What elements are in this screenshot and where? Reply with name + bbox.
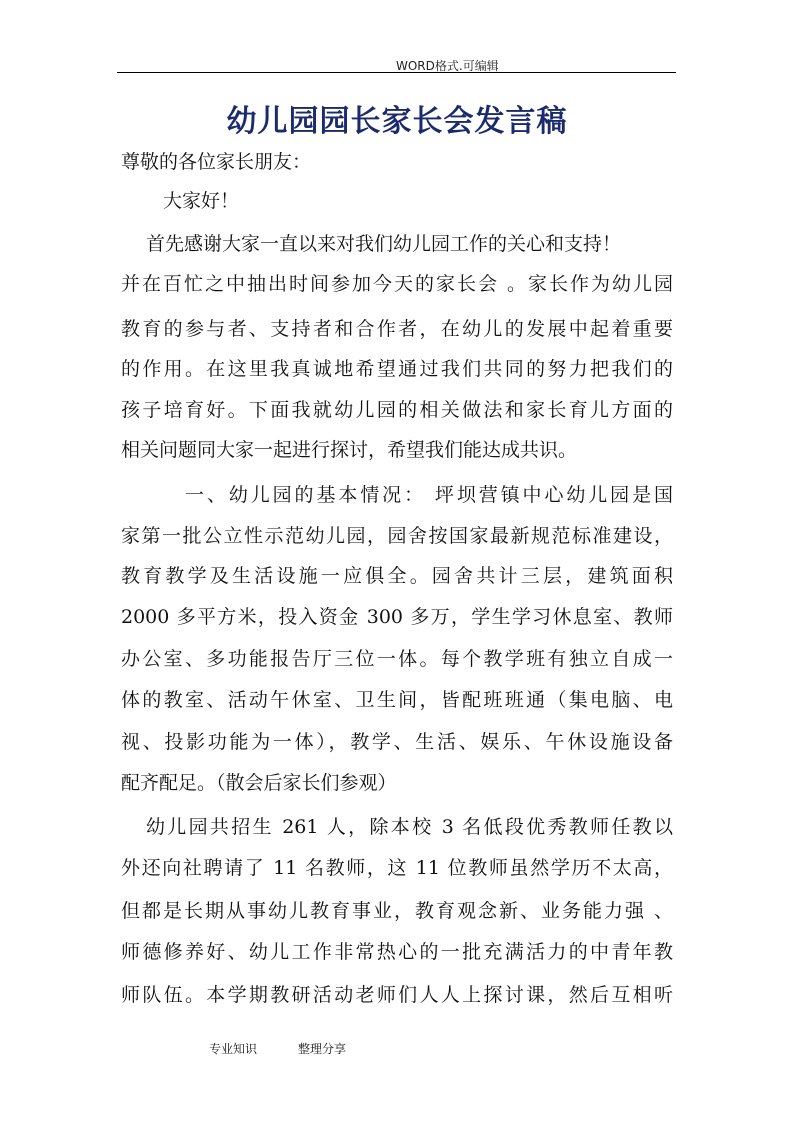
paragraph-line: 外还向社聘请了 11 名教师，这 11 位教师虽然学历不太高，	[121, 857, 673, 879]
greeting: 尊敬的各位家长朋友：	[121, 151, 312, 173]
paragraph-line: 相关问题同大家一起进行探讨，希望我们能达成共识。	[121, 439, 578, 461]
paragraph-line: 并在百忙之中抽出时间参加今天的家长会 。家长作为幼儿园	[121, 273, 673, 295]
footer-right-text: 整理分享	[298, 1042, 347, 1056]
document-title: 幼儿园园长家长会发言稿	[226, 104, 568, 139]
salutation: 大家好！	[163, 190, 240, 212]
paragraph-line: 配齐配足。（散会后家长们参观）	[121, 772, 397, 794]
paragraph-line: 视、投影功能为一体），教学、生活、娱乐、午休设施设备	[121, 731, 673, 753]
paragraph-line: 教育教学及生活设施一应俱全。园舍共计三层，建筑面积	[121, 565, 673, 587]
paragraph-line: 师队伍。本学期教研活动老师们人人上探讨课，然后互相听	[121, 984, 673, 1006]
paragraph-line: 但都是长期从事幼儿教育事业，教育观念新、业务能力强 、	[121, 900, 673, 922]
paragraph-line: 2000 多平方米，投入资金 300 多万，学生学习休息室、教师	[121, 606, 673, 628]
paragraph-line: 幼儿园共招生 261 人，除本校 3 名低段优秀教师任教以	[146, 816, 673, 838]
paragraph-line: 办公室、多功能报告厅三位一体。每个教学班有独立自成一	[121, 648, 673, 670]
paragraph-line: 孩子培育好。下面我就幼儿园的相关做法和家长育儿方面的	[121, 399, 673, 421]
paragraph-line: 教育的参与者、支持者和合作者，在幼儿的发展中起着重要	[121, 318, 673, 340]
header-rule	[117, 72, 676, 73]
paragraph-line: 首先感谢大家一直以来对我们幼儿园工作的关心和支持！	[146, 233, 622, 255]
paragraph-line: 的作用。在这里我真诚地希望通过我们共同的努力把我们的	[121, 358, 673, 380]
paragraph-line: 师德修养好、幼儿工作非常热心的一批充满活力的中青年教	[121, 941, 673, 963]
footer-left-text: 专业知识	[209, 1042, 258, 1056]
page-header-text: WORD格式.可编辑	[396, 59, 499, 73]
paragraph-line: 家第一批公立性示范幼儿园，园舍按国家最新规范标准建设，	[121, 525, 673, 547]
paragraph-line: 体的教室、活动午休室、卫生间，皆配班班通（集电脑、电	[121, 689, 673, 711]
section-heading-line: 一、幼儿园的基本情况： 坪坝营镇中心幼儿园是国	[185, 484, 673, 506]
